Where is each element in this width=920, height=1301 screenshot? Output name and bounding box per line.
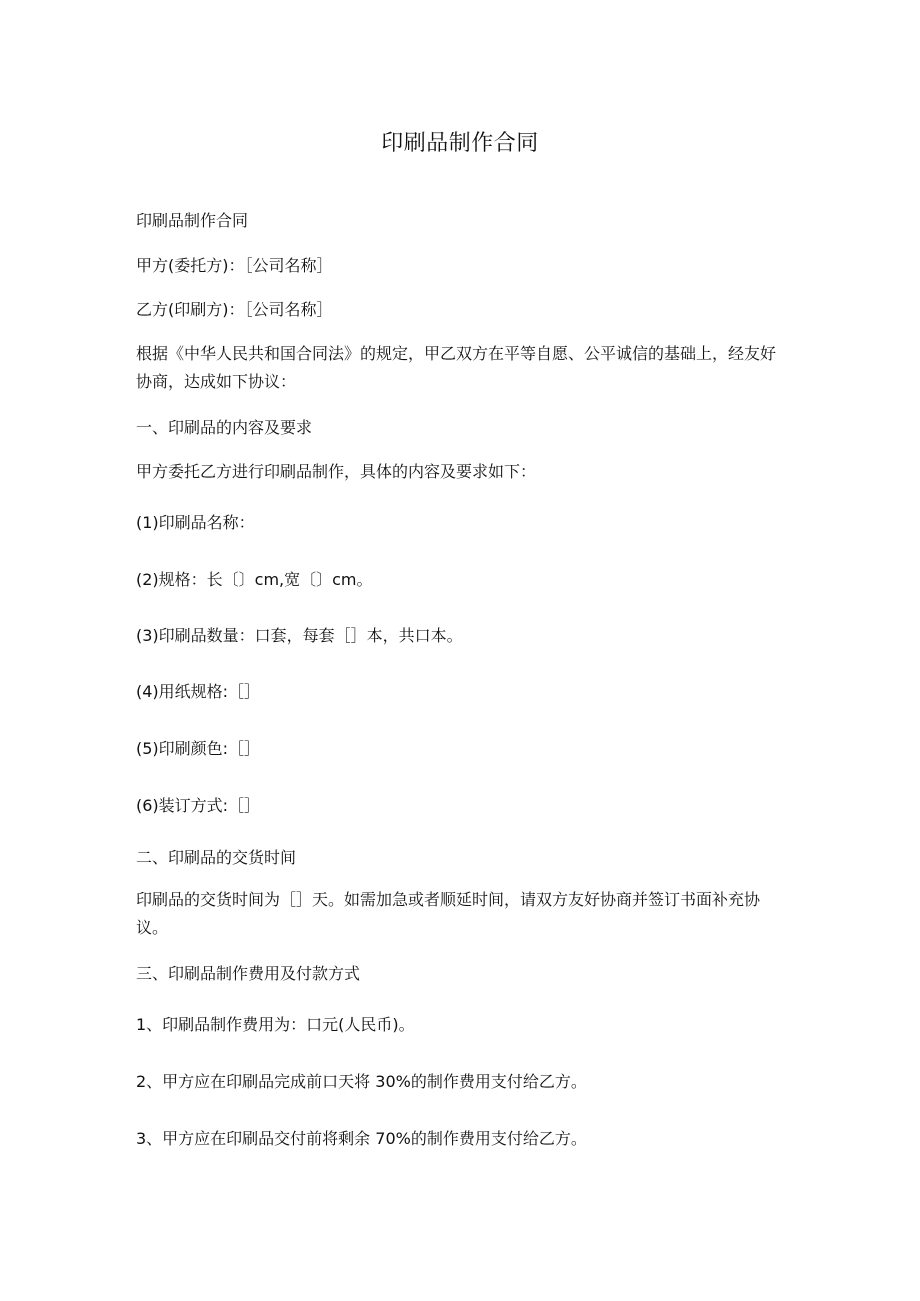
- payment-item-1: 1、印刷品制作费用为：口元(人民币)。: [136, 1015, 415, 1034]
- item-1-name: (1)印刷品名称：: [136, 513, 255, 532]
- section-heading-1: 一、印刷品的内容及要求: [136, 418, 313, 437]
- item-6-binding: (6)装订方式:［］: [136, 796, 261, 815]
- paragraph-party-b: 乙方(印刷方)：［公司名称］: [136, 300, 333, 319]
- payment-item-3: 3、甲方应在印刷品交付前将剩余 70%的制作费用支付给乙方。: [136, 1129, 587, 1148]
- section-heading-3: 三、印刷品制作费用及付款方式: [136, 964, 361, 983]
- paragraph-delivery: 印刷品的交货时间为［］天。如需加急或者顺延时间，请双方友好协商并签订书面补充协议。: [136, 890, 761, 937]
- document-title: 印刷品制作合同: [381, 131, 539, 156]
- item-2-spec: (2)规格：长〔〕cm,宽〔〕cm。: [136, 570, 373, 589]
- section-heading-2: 二、印刷品的交货时间: [136, 848, 297, 867]
- payment-item-2: 2、甲方应在印刷品完成前口天将 30%的制作费用支付给乙方。: [136, 1072, 587, 1091]
- paragraph-party-a: 甲方(委托方)：［公司名称］: [136, 256, 333, 275]
- paragraph-preamble: 根据《中华人民共和国合同法》的规定，甲乙双方在平等自愿、公平诚信的基础上，经友好协商，达成如下协议：: [136, 344, 777, 391]
- item-3-quantity: (3)印刷品数量：口套，每套［］本，共口本。: [136, 626, 463, 645]
- paragraph-heading-repeat: 印刷品制作合同: [136, 211, 249, 230]
- item-5-color: (5)印刷颜色:［］: [136, 739, 261, 758]
- item-4-paper: (4)用纸规格:［］: [136, 682, 261, 701]
- paragraph-section-1-intro: 甲方委托乙方进行印刷品制作，具体的内容及要求如下：: [136, 462, 537, 481]
